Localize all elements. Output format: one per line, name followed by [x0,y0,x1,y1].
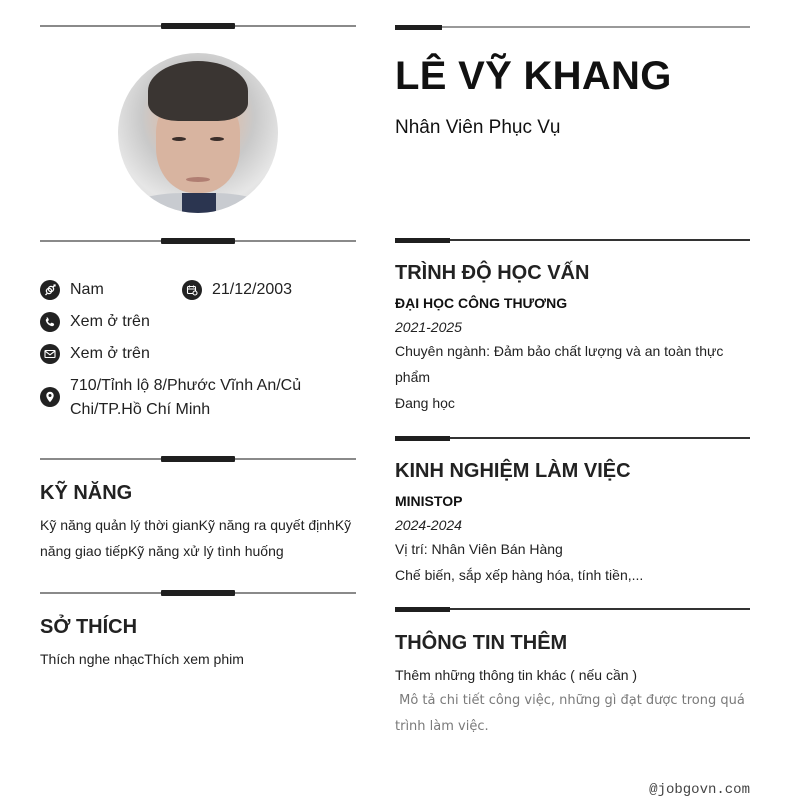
divider-top-left [40,23,356,29]
info-email [40,342,150,366]
hobbies-title: SỞ THÍCH [40,616,138,638]
additional-details: Thêm những thông tin khác ( nếu cần ) Mô tả chi tiết công việc, những gì đạt được trong quá trình làm việc. [395,667,745,734]
info-birthdate [182,278,292,302]
divider-education [395,238,750,243]
email-value: Xem ở trên [70,345,150,362]
divider-top-right [395,25,750,30]
address-value: 710/Tỉnh lộ 8/Phước Vĩnh An/Củ Chi/TP.Hồ Chí Minh [70,377,302,418]
gender-icon [40,280,60,300]
experience-company: MINISTOP [395,493,463,509]
location-pin-icon [40,387,60,407]
experience-period: 2024-2024 [395,517,462,533]
divider-experience [395,436,750,441]
skills-title: KỸ NĂNG [40,482,133,504]
info-address [40,374,340,422]
experience-details: Vị trí: Nhân Viên Bán Hàng Chế biến, sắp xếp hàng hóa, tính tiền,... [395,541,644,583]
candidate-name: LÊ VỸ KHANG [395,54,672,98]
birthdate-value: 21/12/2003 [212,281,293,298]
education-period: 2021-2025 [395,319,462,335]
divider-after-avatar [40,238,356,244]
additional-title: THÔNG TIN THÊM [395,632,568,654]
divider-hobbies [40,590,356,596]
calendar-icon [182,280,202,300]
gender-value: Nam [70,281,104,298]
hobbies-text: Thích nghe nhạcThích xem phim [40,651,244,667]
education-title: TRÌNH ĐỘ HỌC VẤN [395,262,590,284]
experience-title: KINH NGHIỆM LÀM VIỆC [395,460,631,482]
skills-text: Kỹ năng quản lý thời gianKỹ năng ra quyết địnhKỹ năng giao tiếpKỹ năng xử lý tình huống [40,517,352,559]
info-gender [40,278,104,302]
watermark: @jobgovn.com [649,782,750,798]
phone-icon [40,312,60,332]
education-details: Chuyên ngành: Đảm bảo chất lượng và an toàn thực phẩm Đang học [395,343,724,411]
phone-value: Xem ở trên [70,313,150,330]
avatar [118,53,278,213]
job-title: Nhân Viên Phục Vụ [395,117,561,138]
education-school: ĐẠI HỌC CÔNG THƯƠNG [395,295,568,311]
info-phone [40,310,150,334]
divider-additional [395,607,750,612]
email-icon [40,344,60,364]
divider-skills [40,456,356,462]
